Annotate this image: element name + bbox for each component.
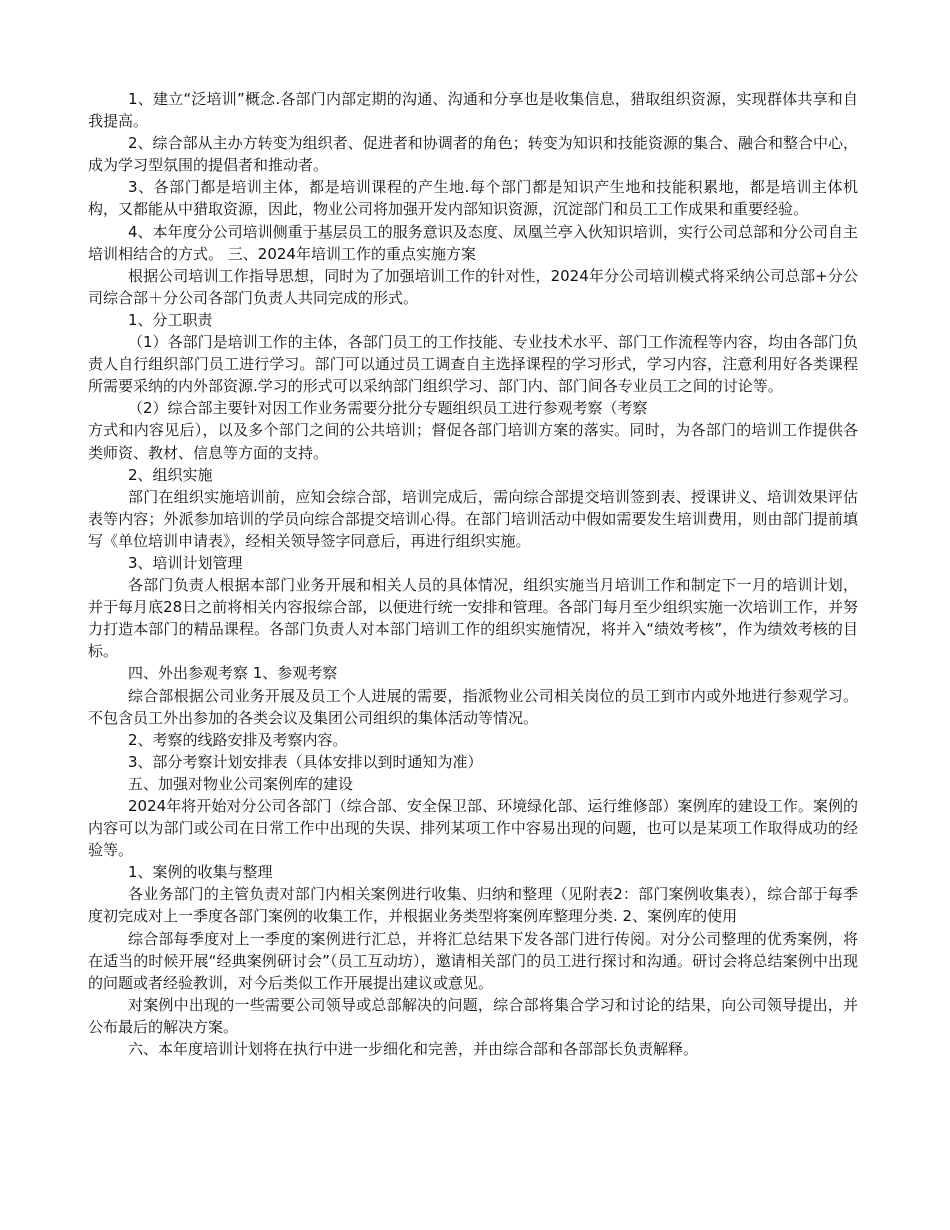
paragraph-visits: 综合部根据公司业务开展及员工个人进展的需要，指派物业公司相关岗位的员工到市内或外地进行参观学习。不包含员工外出参加的各类会议及集团公司组织的集体活动等情况。 [88, 686, 858, 727]
paragraph-case-library: 2024年将开始对分公司各部门（综合部、安全保卫部、环境绿化部、运行维修部）案例库的建设工作。案例的内容可以为部门或公司在日常工作中出现的失误、排列某项工作中容易出现的问题，也可以是某项工作取得成功的经验等。 [88, 797, 858, 860]
heading-case-collection: 1、案例的收集与整理 [128, 863, 273, 882]
heading-visits: 四、外出参观考察 1、参观考察 [128, 664, 338, 683]
paragraph-training-subject: 3、各部门都是培训主体，都是培训课程的产生地.每个部门都是知识产生地和技能积累地，都是培训主体机构，又都能从中猎取资源，因此，物业公司将加强开发内部知识资源，沉淀部门和员工工作成果和重要经验。 [88, 178, 858, 219]
paragraph-case-usage: 综合部每季度对上一季度的案例进行汇总，并将汇总结果下发各部门进行传阅。对分公司整理的优秀案例，将在适当的时候开展“经典案例研讨会”（员工互动坊），邀请相关部门的员工进行探讨和沟通。研讨会将总结案例中出现的问题或者经验教训，对今后类似工作开展提出建议或意见。 [88, 929, 858, 992]
paragraph-case-collection: 各业务部门的主管负责对部门内相关案例进行收集、归纳和整理（见附表2：部门案例收集表），综合部于每季度初完成对上一季度各部门案例的收集工作，并根据业务类型将案例库整理分类. 2、案例库的使用 [88, 885, 858, 926]
document-body [88, 88, 858, 1060]
heading-case-library: 五、加强对物业公司案例库的建设 [128, 774, 354, 793]
paragraph-duty-2-cont: 方式和内容见后），以及多个部门之间的公共培训；督促各部门培训方案的落实。同时，为各部门的培训工作提供各类师资、教材、信息等方面的支持。 [88, 421, 858, 462]
heading-division-of-duties: 1、分工职责 [128, 310, 213, 329]
item-route-arrangement: 2、考察的线路安排及考察内容。 [128, 730, 348, 749]
heading-plan-management: 3、培训计划管理 [128, 553, 243, 572]
paragraph-concept: 1、建立“泛培训”概念.各部门内部定期的沟通、沟通和分享也是收集信息，猎取组织资源，实现群体共享和自我提高。 [88, 90, 858, 131]
paragraph-focus-and-section-three: 4、本年度分公司培训侧重于基层员工的服务意识及态度、凤凰兰亭入伙知识培训，实行公司总部和分公司自主培训相结合的方式。 三、2024年培训工作的重点实施方案 [88, 222, 858, 263]
paragraph-case-issues: 对案例中出现的一些需要公司领导或总部解决的问题，综合部将集合学习和讨论的结果，向公司领导提出，并公布最后的解决方案。 [88, 995, 858, 1036]
heading-organize: 2、组织实施 [128, 465, 213, 484]
paragraph-role-change: 2、综合部从主办方转变为组织者、促进者和协调者的角色；转变为知识和技能资源的集合、融合和整合中心，成为学习型氛围的提倡者和推动者。 [88, 134, 858, 175]
paragraph-duty-2-start: （2）综合部主要针对因工作业务需要分批分专题组织员工进行参观考察（考察 [128, 399, 648, 418]
item-visit-schedule: 3、部分考察计划安排表（具体安排以到时通知为准） [128, 752, 483, 771]
paragraph-organize: 部门在组织实施培训前，应知会综合部，培训完成后，需向综合部提交培训签到表、授课讲义、培训效果评估表等内容；外派参加培训的学员向综合部提交培训心得。在部门培训活动中假如需要发生培训费用，则由部门提前填写《单位培训申请表》，经相关领导签字同意后，再进行组织实施。 [88, 487, 858, 550]
paragraph-duty-1: （1）各部门是培训工作的主体，各部门员工的工作技能、专业技术水平、部门工作流程等内容，均由各部门负责人自行组织部门员工进行学习。部门可以通过员工调查自主选择课程的学习形式，学习内容，注意利用好各类课程所需要采纳的内外部资源.学习的形式可以采纳部门组织学习、部门内、部门间各专业员工之间的讨论等。 [88, 333, 858, 396]
paragraph-plan-management: 各部门负责人根据本部门业务开展和相关人员的具体情况，组织实施当月培训工作和制定下一月的培训计划，并于每月底28日之前将相关内容报综合部，以便进行统一安排和管理。各部门每月至少组织实施一次培训工作，并努力打造本部门的精品课程。各部门负责人对本部门培训工作的组织实施情况，将并入“绩效考核”，作为绩效考核的目标。 [88, 576, 858, 661]
paragraph-closing: 六、本年度培训计划将在执行中进一步细化和完善，并由综合部和各部部长负责解释。 [128, 1040, 699, 1059]
paragraph-guiding-idea: 根据公司培训工作指导思想，同时为了加强培训工作的针对性，2024年分公司培训模式将采纳公司总部+分公司综合部＋分公司各部门负责人共同完成的形式。 [88, 266, 858, 307]
